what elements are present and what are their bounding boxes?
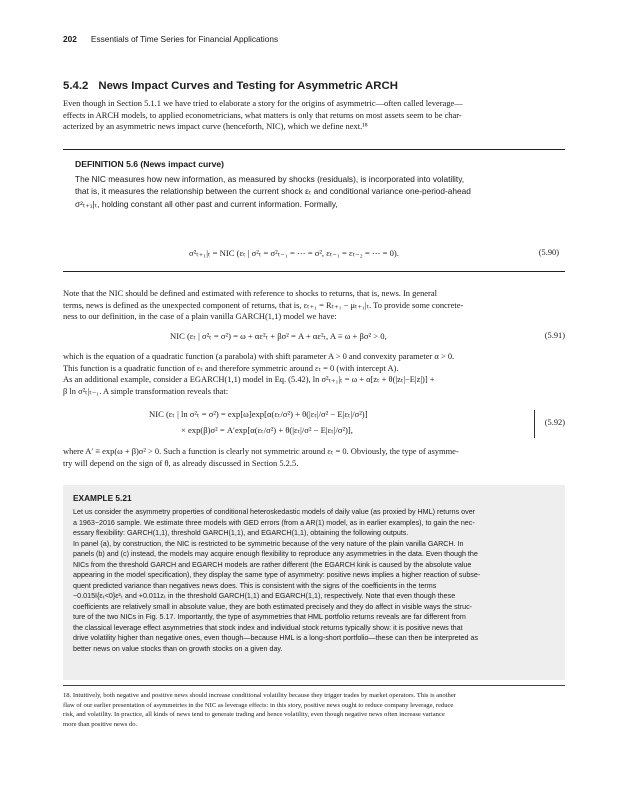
example-title: EXAMPLE 5.21 (73, 493, 132, 503)
definition-box (63, 149, 565, 272)
paragraph-asymmetry (63, 446, 565, 469)
text-line: acterized by an asymmetric news impact curve (henceforth, NIC), which we define next.¹⁸ (63, 121, 368, 132)
text-line: which is the equation of a quadratic function (a parabola) with shift parameter A > 0 and convexity parameter α > 0. (63, 351, 455, 361)
equation-5-92-line-1: NIC (εₜ | ln σ²ₜ = σ²) = exp[ω]exp[α(εₜ/σ²) + θ(|εₜ|/σ² − E|εₜ|/σ²)] (149, 409, 368, 419)
section-number: 5.4.2 (63, 80, 89, 92)
paragraph-egarch (63, 351, 565, 397)
text-line: In panel (a), by construction, the NIC is restricted to be symmetric because of the very nature of the plain vanilla GARCH. In (73, 539, 464, 548)
text-line: 18. Intuitively, both negative and positive news should increase conditional volatility because they trigger trades by market operators. This is another (63, 692, 456, 699)
text-line: effects in ARCH models, to applied econometricians, what matters is only that returns on most assets seem to be char- (63, 109, 462, 120)
text-line: terms, news is defined as the unexpected component of returns, that is, εₜ₊₁ = Rₜ₊₁ − μₜ₊₁|ₜ. To provide some concrete- (63, 299, 464, 310)
text-line: flaw of our earlier presentation of asymmetries in the NIC as leverage effects: in this story, positive news ought to reduce company leverage, reduce (63, 701, 454, 709)
text-line: where A′ ≡ exp(ω + β)σ² > 0. Such a function is clearly not symmetric around εₜ = 0. Obviously, the type of asymme- (63, 446, 459, 456)
text-line: β ln σ²ₜ|ₜ₋₁. A simple transformation reveals that: (63, 385, 229, 396)
definition-text (75, 173, 555, 210)
text-line: Let us consider the asymmetry properties of conditional heteroskedastic models of daily value (as proxied by HML) returns over (73, 508, 476, 516)
text-line: drive volatility higher than negative ones, even though—because HML is a long-short portfolio—these can then be interpreted as (73, 634, 479, 642)
footnote-divider (63, 685, 565, 686)
text-line: The NIC measures how new information, as measured by shocks (residuals), is incorporated into volatility, (75, 174, 465, 184)
section-title: News Impact Curves and Testing for Asymmetric ARCH (98, 80, 398, 92)
equation-number: (5.90) (538, 248, 559, 257)
text-line: σ²ₜ₊₁|ₜ, holding constant all other past and current information. Formally, (75, 198, 338, 209)
running-header (63, 34, 565, 44)
text-line: panels (b) and (c) instead, the models may acquire enough flexibility to reproduce any asymmetries in the data. Even though the (73, 550, 478, 558)
text-line: ture of the two NICs in Fig. 5.17. Importantly, the type of asymmetries that HML portfolio returns reveals are far different from (73, 613, 466, 621)
text-line: NICs from the threshold GARCH and EGARCH models are rather different (the EGARCH kink is caused by the absolute value (73, 560, 472, 569)
text-line: quent predicted variance than negatives news does. This is consistent with the signs of the coefficients in the terms (73, 581, 437, 590)
equation-5-90: σ²ₜ₊₁|ₜ = NIC (εₜ | σ²ₜ = σ²ₜ₋₁ = ⋯ = σ², εₜ₋₁ = εₜ₋₂ = ⋯ = 0). (189, 248, 399, 258)
paragraph-news-definition (63, 288, 565, 323)
text-line: appearing in the model specification), they display the same type of asymmetry: positive news implies a higher reaction of subse- (73, 571, 481, 579)
equation-brace (528, 410, 535, 438)
book-title: Essentials of Time Series for Financial Applications (90, 34, 279, 44)
example-text (73, 507, 557, 654)
footnote (63, 691, 565, 729)
text-line: the classical leverage effect asymmetries that stock index and individual stock returns typically show: it is positive news that (73, 623, 463, 632)
equation-number: (5.92) (544, 418, 565, 427)
text-line: coefficients are relatively small in absolute value, they are both estimated precisely and they do affect in visible ways the struc- (73, 602, 473, 611)
text-line: essary flexibility: GARCH(1,1), threshold GARCH(1,1), and EGARCH(1,1), obtaining the following outputs. (73, 529, 409, 537)
text-line: This function is a quadratic function of εₜ and therefore symmetric around εₜ = 0 (with intercept A). (63, 362, 399, 373)
page-number: 202 (63, 34, 77, 44)
definition-title: DEFINITION 5.6 (News impact curve) (75, 159, 224, 169)
equation-5-92-line-2: × exp(β)σ² = A′exp[α(εₜ/σ²) + θ(|εₜ|/σ² − E|εₜ|/σ²)], (181, 425, 353, 435)
example-box (63, 485, 565, 680)
text-line: ness to our definition, in the case of a plain vanilla GARCH(1,1) model we have: (63, 311, 337, 322)
equation-5-91: NIC (εₜ | σ²ₜ = σ²) = ω + αε²ₜ + βσ² = A + αε²ₜ, A ≡ ω + βσ² > 0, (170, 331, 387, 341)
intro-paragraph (63, 98, 565, 133)
text-line: try will depend on the sign of θ, as already discussed in Section 5.2.5. (63, 457, 299, 468)
text-line: As an additional example, consider a EGARCH(1,1) model in Eq. (5.42), ln σ²ₜ₊₁|ₜ = ω + α[zₜ + θ(|zₜ|−E|z|)] + (63, 374, 435, 385)
text-line: a 1963−2016 sample. We estimate three models with GED errors (from a AR(1) model, as in earlier examples), to gain the nec- (73, 518, 475, 527)
text-line: Note that the NIC should be defined and estimated with reference to shocks to returns, that is, news. In general (63, 288, 437, 298)
section-heading (63, 80, 398, 92)
equation-number: (5.91) (544, 331, 565, 340)
text-line: that is, it measures the relationship between the current shock εₜ and conditional variance one-period-ahead (75, 186, 471, 197)
text-line: more than positive news do. (63, 720, 138, 728)
text-line: risk, and volatility. In practice, all kinds of news tend to generate trading and hence volatility, even though negative news often increase variance (63, 711, 445, 719)
text-line: −0.015I{εₜ<0}ε²ₜ and +0.011zₜ in the threshold GARCH(1,1) and EGARCH(1,1), respectively. Note that even though these (73, 592, 456, 600)
text-line: Even though in Section 5.1.1 we have tried to elaborate a story for the origins of asymmetric—often called leverage— (63, 98, 463, 108)
text-line: better news on value stocks than on growth stocks on a given day. (73, 644, 283, 653)
